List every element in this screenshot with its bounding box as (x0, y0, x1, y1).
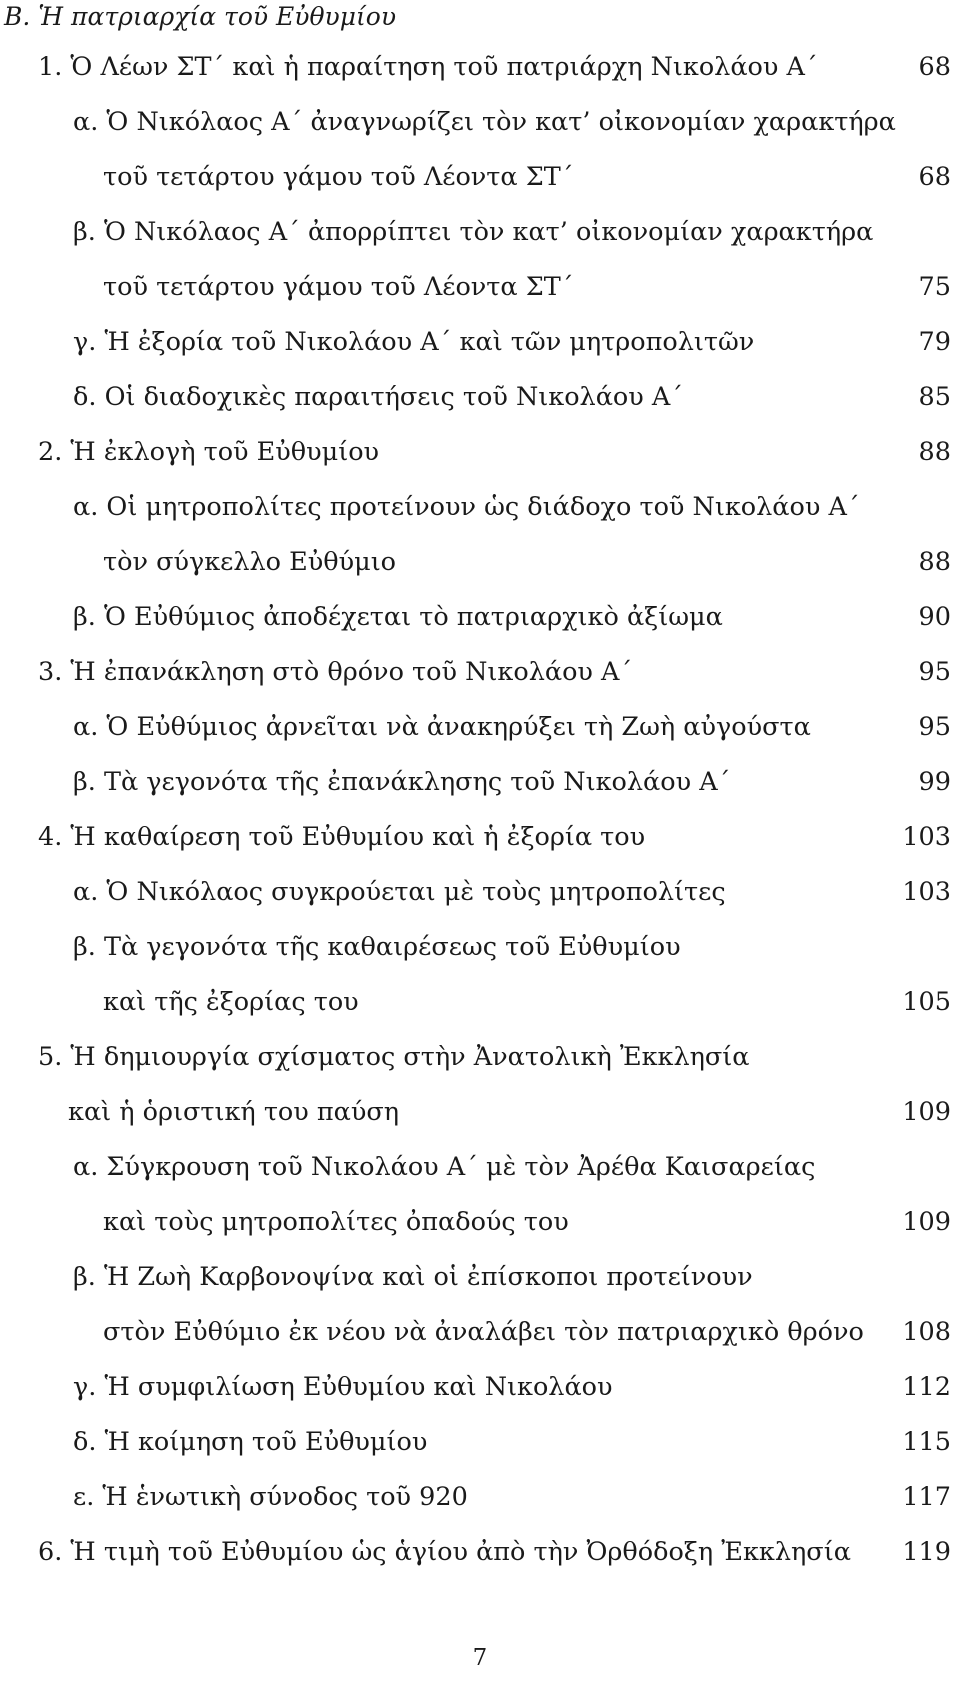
toc-entry-text: 1. Ὁ Λέων ΣΤ΄ καὶ ἡ παραίτηση τοῦ πατριάρχη Νικολάου Α΄ (38, 52, 818, 82)
toc-entry (0, 975, 960, 1030)
toc-entry-text: γ. Ἡ ἐξορία τοῦ Νικολάου Α΄ καὶ τῶν μητροπολιτῶν (73, 327, 755, 357)
toc-entry-text: 3. Ἡ ἐπανάκληση στὸ θρόνο τοῦ Νικολάου Α΄ (38, 657, 633, 687)
toc-entry-text: 6. Ἡ τιμὴ τοῦ Εὐθυμίου ὡς ἁγίου ἀπὸ τὴν Ὀρθόδοξη Ἐκκλησία (38, 1537, 851, 1567)
toc-entry-text: α. Σύγκρουση τοῦ Νικολάου Α΄ μὲ τὸν Ἀρέθα Καισαρείας (73, 1152, 816, 1182)
toc-page-number: 88 (918, 437, 951, 467)
toc-entry-text: καὶ ἡ ὁριστική του παύση (68, 1097, 400, 1127)
toc-page-number: 119 (902, 1537, 951, 1567)
table-of-contents (0, 40, 960, 1580)
toc-page-number: 105 (902, 987, 951, 1017)
toc-entry-text: καὶ τῆς ἐξορίας του (103, 987, 359, 1017)
toc-entry-text: στὸν Εὐθύμιο ἐκ νέου νὰ ἀναλάβει τὸν πατριαρχικὸ θρόνο (103, 1317, 864, 1347)
toc-page-number: 90 (918, 602, 951, 632)
section-heading: Β. Ἡ πατριαρχία τοῦ Εὐθυμίου (4, 2, 397, 31)
toc-entry-text: τοῦ τετάρτου γάμου τοῦ Λέοντα ΣΤ΄ (103, 162, 574, 192)
toc-entry (0, 1305, 960, 1360)
toc-entry (0, 315, 960, 370)
toc-entry (0, 1250, 960, 1305)
toc-entry-text: β. Ἡ Ζωὴ Καρβονοψίνα καὶ οἱ ἐπίσκοποι προτείνουν (73, 1262, 753, 1292)
toc-page-number: 109 (902, 1207, 951, 1237)
toc-entry-text: α. Οἱ μητροπολίτες προτείνουν ὡς διάδοχο τοῦ Νικολάου Α΄ (73, 492, 860, 522)
toc-page-number: 103 (902, 877, 951, 907)
toc-entry (0, 40, 960, 95)
toc-page-number: 95 (918, 712, 951, 742)
toc-entry-text: τοῦ τετάρτου γάμου τοῦ Λέοντα ΣΤ΄ (103, 272, 574, 302)
toc-entry-text: γ. Ἡ συμφιλίωση Εὐθυμίου καὶ Νικολάου (73, 1372, 613, 1402)
toc-page-number: 109 (902, 1097, 951, 1127)
toc-entry-text: τὸν σύγκελλο Εὐθύμιο (103, 547, 397, 577)
toc-entry (0, 205, 960, 260)
toc-entry-text: ε. Ἡ ἑνωτικὴ σύνοδος τοῦ 920 (73, 1482, 468, 1512)
toc-entry (0, 1470, 960, 1525)
toc-page-number: 68 (918, 52, 951, 82)
toc-entry (0, 1195, 960, 1250)
toc-entry (0, 370, 960, 425)
toc-page-number: 75 (918, 272, 951, 302)
toc-entry (0, 810, 960, 865)
toc-entry (0, 700, 960, 755)
toc-entry-text: β. Ὁ Εὐθύμιος ἀποδέχεται τὸ πατριαρχικὸ ἀξίωμα (73, 602, 723, 632)
toc-entry-text: δ. Οἱ διαδοχικὲς παραιτήσεις τοῦ Νικολάου Α΄ (73, 382, 684, 412)
toc-entry-text: β. Τὰ γεγονότα τῆς ἐπανάκλησης τοῦ Νικολάου Α΄ (73, 767, 731, 797)
toc-entry-text: δ. Ἡ κοίμηση τοῦ Εὐθυμίου (73, 1427, 428, 1457)
page-number: 7 (472, 1645, 488, 1671)
toc-page-number: 115 (902, 1427, 951, 1457)
toc-page-number: 88 (918, 547, 951, 577)
toc-page-number: 85 (918, 382, 951, 412)
toc-entry-text: β. Ὁ Νικόλαος Α΄ ἀπορρίπτει τὸν κατ’ οἰκονομίαν χαρακτήρα (73, 217, 874, 247)
toc-entry-text: α. Ὁ Νικόλαος Α΄ ἀναγνωρίζει τὸν κατ’ οἰκονομίαν χαρακτήρα (73, 107, 896, 137)
toc-entry (0, 1415, 960, 1470)
toc-entry (0, 95, 960, 150)
toc-entry (0, 920, 960, 975)
toc-entry-text: β. Τὰ γεγονότα τῆς καθαιρέσεως τοῦ Εὐθυμίου (73, 932, 681, 962)
toc-page-number: 112 (902, 1372, 951, 1402)
toc-entry-text: α. Ὁ Εὐθύμιος ἀρνεῖται νὰ ἀνακηρύξει τὴ Ζωὴ αὐγούστα (73, 712, 811, 742)
toc-entry (0, 865, 960, 920)
toc-entry (0, 1360, 960, 1415)
toc-page-number: 95 (918, 657, 951, 687)
toc-entry (0, 1085, 960, 1140)
toc-entry-text: α. Ὁ Νικόλαος συγκρούεται μὲ τοὺς μητροπολίτες (73, 877, 726, 907)
toc-page-number: 103 (902, 822, 951, 852)
toc-page-number: 79 (918, 327, 951, 357)
toc-entry (0, 1030, 960, 1085)
toc-entry-text: καὶ τοὺς μητροπολίτες ὀπαδούς του (103, 1207, 569, 1237)
toc-entry (0, 1525, 960, 1580)
toc-page-number: 117 (902, 1482, 951, 1512)
toc-entry (0, 260, 960, 315)
toc-page-number: 68 (918, 162, 951, 192)
toc-entry-text: 5. Ἡ δημιουργία σχίσματος στὴν Ἀνατολικὴ Ἐκκλησία (38, 1042, 750, 1072)
toc-page-number: 99 (918, 767, 951, 797)
toc-entry (0, 645, 960, 700)
toc-entry (0, 150, 960, 205)
toc-entry-text: 4. Ἡ καθαίρεση τοῦ Εὐθυμίου καὶ ἡ ἐξορία του (38, 822, 646, 852)
toc-entry (0, 535, 960, 590)
toc-page-number: 108 (902, 1317, 951, 1347)
toc-entry (0, 425, 960, 480)
toc-entry (0, 755, 960, 810)
toc-entry-text: 2. Ἡ ἐκλογὴ τοῦ Εὐθυμίου (38, 437, 380, 467)
toc-entry (0, 480, 960, 535)
toc-entry (0, 1140, 960, 1195)
toc-entry (0, 590, 960, 645)
